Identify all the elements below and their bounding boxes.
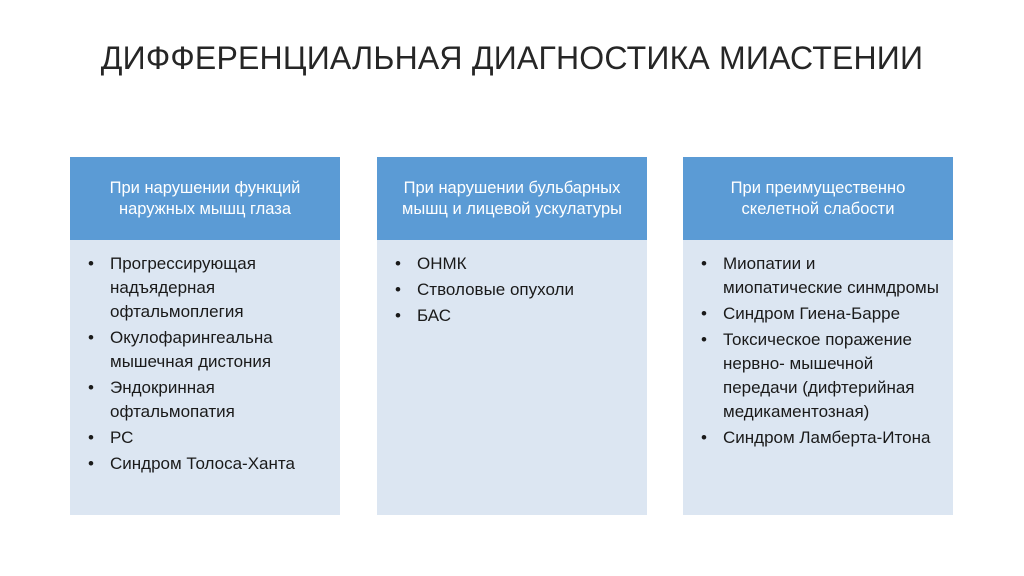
list-item: • Синдром Гиена-Барре [701, 302, 939, 326]
column-list [701, 252, 939, 450]
column-list [395, 252, 633, 328]
list-item: • Эндокринная офтальмопатия [88, 378, 235, 421]
bullet-icon: • [701, 304, 707, 323]
list-item: • Миопатии и миопатические синмдромы [701, 254, 939, 297]
column-header: При нарушении функций наружных мышц глаза [70, 157, 340, 240]
list-item: • РС [88, 426, 326, 450]
bullet-icon: • [395, 280, 401, 299]
bullet-icon: • [88, 378, 94, 397]
column-header: При нарушении бульбарных мышц и лицевой ускулатуры [377, 157, 647, 240]
bullet-icon: • [395, 254, 401, 273]
bullet-icon: • [88, 254, 94, 273]
list-item: • Синдром Толоса-Ханта [88, 452, 326, 476]
column-eye-muscles [70, 157, 340, 515]
list-item: • Окулофарингеальна мышечная дистония [88, 328, 273, 371]
bullet-icon: • [88, 428, 94, 447]
bullet-icon: • [701, 330, 707, 349]
column-header: При преимущественно скелетной слабости [683, 157, 953, 240]
bullet-icon: • [88, 328, 94, 347]
column-skeletal-weakness [683, 157, 953, 515]
list-item: • ОНМК [395, 252, 633, 276]
column-list [88, 252, 326, 476]
page-title: ДИФФЕРЕНЦИАЛЬНАЯ ДИАГНОСТИКА МИАСТЕНИИ [100, 40, 924, 76]
column-body [70, 240, 340, 515]
column-body [683, 240, 953, 515]
list-item: • Прогрессирующая надъядерная офтальмоплегия [88, 254, 256, 321]
list-item: • Стволовые опухоли [395, 278, 633, 302]
column-bulbar-muscles [377, 157, 647, 515]
list-item: • Токсическое поражение нервно- мышечной передачи (дифтерийная медикаментозная) [701, 330, 915, 421]
column-body [377, 240, 647, 515]
bullet-icon: • [701, 254, 707, 273]
bullet-icon: • [701, 428, 707, 447]
list-item: • БАС [395, 304, 633, 328]
bullet-icon: • [88, 454, 94, 473]
list-item: • Синдром Ламберта-Итона [701, 426, 939, 450]
bullet-icon: • [395, 306, 401, 325]
